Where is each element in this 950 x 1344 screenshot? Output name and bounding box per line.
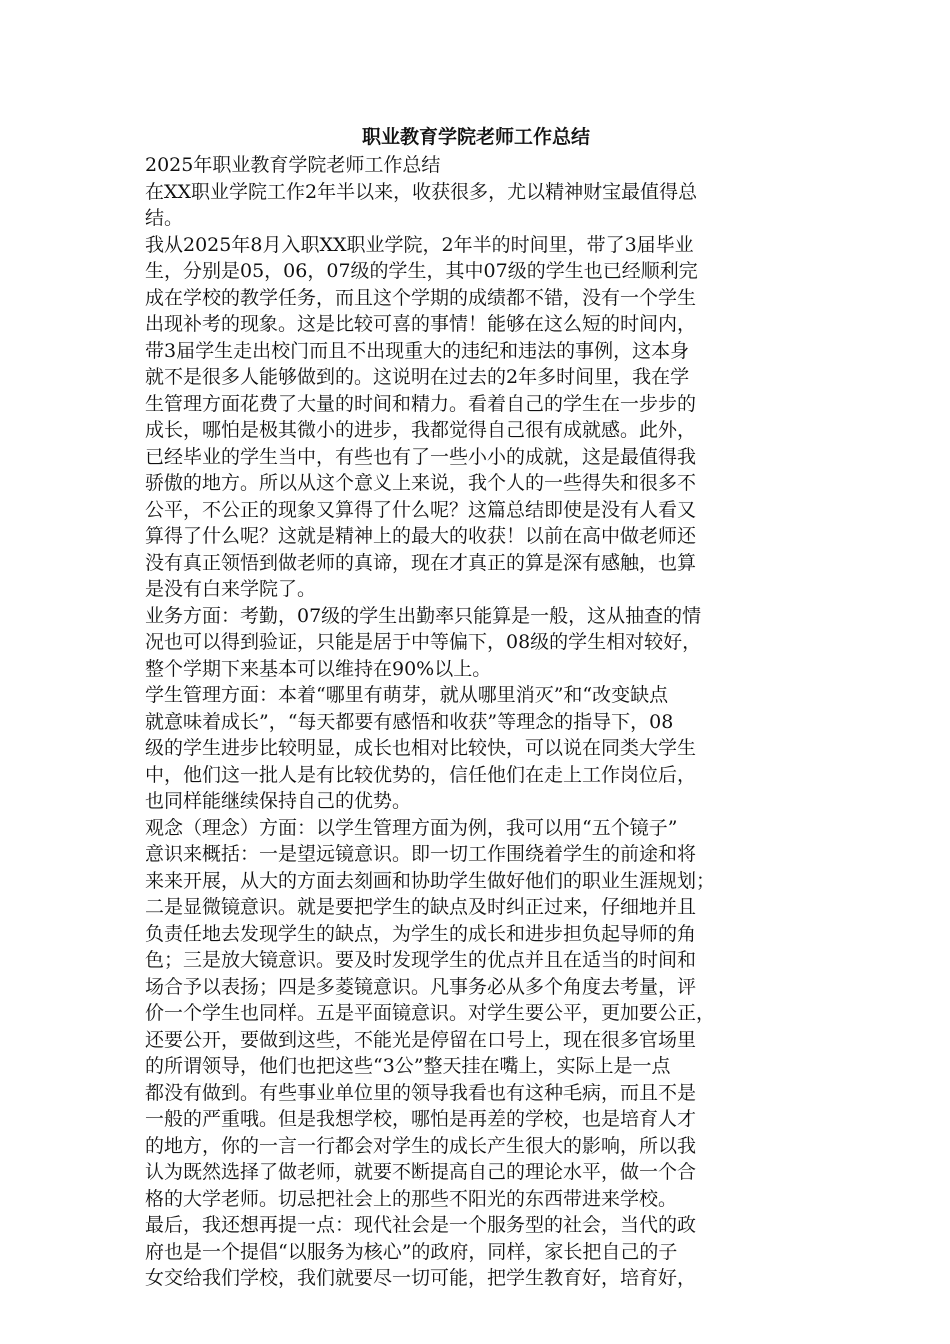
text-line: 成在学校的教学任务，而且这个学期的成绩都不错，没有一个学生 bbox=[145, 286, 697, 309]
text-line: 整个学期下来基本可以维持在90%以上。 bbox=[145, 657, 492, 680]
text-line: 出现补考的现象。这是比较可喜的事情！能够在这么短的时间内， bbox=[145, 313, 697, 335]
text-line: 格的大学老师。切忌把社会上的那些不阳光的东西带进来学校。 bbox=[145, 1187, 678, 1210]
text-line: 中，他们这一批人是有比较优势的，信任他们在走上工作岗位后， bbox=[145, 763, 697, 786]
text-line: 已经毕业的学生当中，有些也有了一些小小的成就，这是最值得我 bbox=[145, 445, 697, 468]
text-line: 就意味着成长”，“每天都要有感悟和收获”等理念的指导下，08 bbox=[145, 710, 674, 733]
text-line: 学生管理方面：本着“哪里有萌芽，就从哪里消灭”和“改变缺点 bbox=[145, 684, 669, 706]
text-line: 最后，我还想再提一点：现代社会是一个服务型的社会，当代的政 bbox=[145, 1214, 697, 1236]
text-line: 算得了什么呢？这就是精神上的最大的收获！以前在高中做老师还 bbox=[145, 525, 697, 547]
text-line: 认为既然选择了做老师，就要不断提高自己的理论水平，做一个合 bbox=[145, 1161, 697, 1183]
text-line: 况也可以得到验证，只能是居于中等偏下，08级的学生相对较好， bbox=[145, 631, 702, 653]
text-line: 女交给我们学校，我们就要尽一切可能，把学生教育好，培育好， bbox=[145, 1267, 697, 1289]
text-line: 还要公开，要做到这些，不能光是停留在口号上，现在很多官场里 bbox=[145, 1028, 697, 1051]
text-line: 我从2025年8月入职XX职业学院，2年半的时间里，带了3届毕业 bbox=[145, 233, 694, 256]
text-line: 2025年职业教育学院老师工作总结 bbox=[145, 154, 441, 176]
text-line: 负责任地去发现学生的缺点，为学生的成长和进步担负起导师的角 bbox=[145, 922, 697, 945]
text-line: 结。 bbox=[145, 207, 184, 229]
text-line: 观念（理念）方面：以学生管理方面为例，我可以用“五个镜子” bbox=[145, 816, 678, 839]
document-title: 职业教育学院老师工作总结 bbox=[361, 126, 590, 148]
document-body bbox=[145, 152, 807, 1292]
text-line: 都没有做到。有些事业单位里的领导我看也有这种毛病，而且不是 bbox=[145, 1081, 697, 1104]
document-page bbox=[145, 122, 807, 1292]
text-line: 色；三是放大镜意识。要及时发现学生的优点并且在适当的时间和 bbox=[145, 949, 697, 971]
text-line: 生，分别是05，06，07级的学生，其中07级的学生也已经顺利完 bbox=[145, 260, 698, 282]
text-line: 级的学生进步比较明显，成长也相对比较快，可以说在同类大学生 bbox=[145, 737, 697, 759]
text-line: 没有真正领悟到做老师的真谛，现在才真正的算是深有感触，也算 bbox=[145, 551, 697, 574]
text-line: 来来开展，从大的方面去刻画和协助学生做好他们的职业生涯规划； bbox=[145, 869, 716, 892]
text-line: 的所谓领导，他们也把这些“3公”整天挂在嘴上，实际上是一点 bbox=[145, 1055, 671, 1077]
text-line: 的地方，你的一言一行都会对学生的成长产生很大的影响，所以我 bbox=[145, 1134, 697, 1157]
text-line: 是没有白来学院了。 bbox=[145, 578, 317, 600]
text-line: 也同样能继续保持自己的优势。 bbox=[145, 790, 412, 812]
text-line: 就不是很多人能够做到的。这说明在过去的2年多时间里，我在学 bbox=[145, 366, 690, 388]
text-line: 府也是一个提倡“以服务为核心”的政府，同样，家长把自己的子 bbox=[145, 1240, 678, 1263]
text-line: 一般的严重哦。但是我想学校，哪怕是再差的学校，也是培育人才 bbox=[145, 1108, 697, 1130]
text-line: 场合予以表扬；四是多菱镜意识。凡事务必从多个角度去考量，评 bbox=[145, 975, 697, 998]
text-line: 公平，不公正的现象又算得了什么呢？这篇总结即使是没有人看又 bbox=[145, 498, 697, 521]
text-line: 带3届学生走出校门而且不出现重大的违纪和违法的事例，这本身 bbox=[145, 339, 690, 362]
text-line: 在XX职业学院工作2年半以来，收获很多，尤以精神财宝最值得总 bbox=[145, 180, 698, 203]
text-line: 生管理方面花费了大量的时间和精力。看着自己的学生在一步步的 bbox=[145, 392, 697, 415]
text-line: 二是显微镜意识。就是要把学生的缺点及时纠正过来，仔细地并且 bbox=[145, 896, 697, 918]
text-line: 业务方面：考勤，07级的学生出勤率只能算是一般，这从抽查的情 bbox=[145, 604, 702, 627]
text-line: 意识来概括：一是望远镜意识。即一切工作围绕着学生的前途和将 bbox=[145, 843, 697, 865]
text-line: 骄傲的地方。所以从这个意义上来说，我个人的一些得失和很多不 bbox=[145, 472, 697, 494]
text-line: 成长，哪怕是极其微小的进步，我都觉得自己很有成就感。此外， bbox=[145, 419, 697, 441]
text-line: 价一个学生也同样。五是平面镜意识。对学生要公平，更加要公正， bbox=[145, 1002, 716, 1024]
